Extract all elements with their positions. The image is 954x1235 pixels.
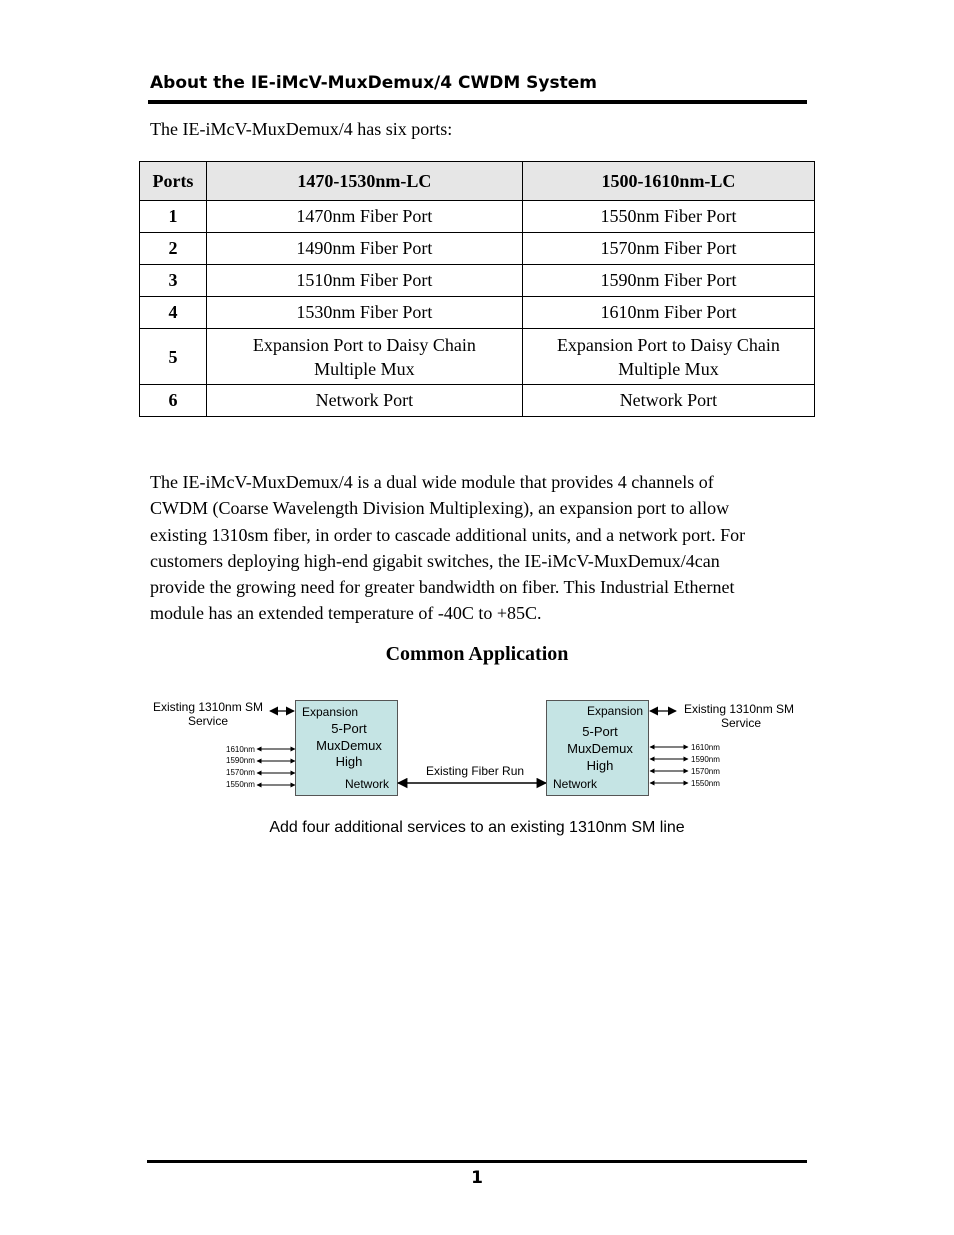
description-paragraph [150,469,810,627]
port-number: 5 [140,329,207,385]
right-wavelength-label: 1550nm [691,779,720,788]
port-cell-line: Multiple Mux [618,358,719,379]
port-number: 3 [140,265,207,297]
paragraph-line: customers deploying high-end gigabit switches, the IE-iMcV-MuxDemux/4can [150,550,720,571]
port-cell: Network Port [206,385,522,417]
left-box-line3: High [335,754,363,769]
left-wavelength-label: 1570nm [226,768,255,777]
port-cell [522,329,814,385]
left-service-label-line1: Existing 1310nm SM [152,700,264,714]
table-row [140,297,815,329]
page-number: 1 [471,1168,483,1188]
table-row [140,201,815,233]
left-box-expansion-label: Expansion [302,705,359,719]
right-box-network-label: Network [553,777,598,791]
right-service-label-line2: Service [720,716,762,730]
application-diagram [140,690,810,810]
table-row [140,233,815,265]
left-service-label-line2: Service [187,714,229,728]
port-cell-line: Expansion Port to Daisy Chain [252,334,476,355]
port-cell: 1490nm Fiber Port [206,233,522,265]
right-box-line2: MuxDemux [567,741,633,756]
port-number: 1 [140,201,207,233]
section-title: Common Application [385,643,569,665]
header-ports: Ports [140,162,207,201]
footer-rule [147,1160,807,1163]
left-wavelength-label: 1610nm [226,745,255,754]
left-box-line2: MuxDemux [316,738,382,753]
fiber-run-label: Existing Fiber Run [426,764,525,778]
paragraph-line: module has an extended temperature of -40C to +85C. [150,603,542,624]
right-box-line1: 5-Port [582,724,618,739]
left-wavelength-label: 1550nm [226,780,255,789]
port-cell: 1530nm Fiber Port [206,297,522,329]
port-number: 6 [140,385,207,417]
paragraph-line: existing 1310sm fiber, in order to cascade additional units, and a network port. For [150,524,746,545]
port-cell: Network Port [522,385,814,417]
port-cell: 1550nm Fiber Port [522,201,814,233]
table-row [140,265,815,297]
port-cell: 1470nm Fiber Port [206,201,522,233]
port-cell: 1510nm Fiber Port [206,265,522,297]
right-wavelength-label: 1610nm [691,743,720,752]
page-header-title: About the IE-iMcV-MuxDemux/4 CWDM System [150,73,597,93]
ports-table [139,161,815,417]
table-row [140,329,815,385]
port-cell-line: Expansion Port to Daisy Chain [556,334,780,355]
table-header-row [140,162,815,201]
table-row [140,385,815,417]
paragraph-line: CWDM (Coarse Wavelength Division Multiplexing), an expansion port to allow [150,498,730,519]
paragraph-line: provide the growing need for greater bandwidth on fiber. This Industrial Ethernet [150,577,735,598]
header-1500-1610: 1500-1610nm-LC [522,162,814,201]
port-cell: 1590nm Fiber Port [522,265,814,297]
intro-text: The IE-iMcV-MuxDemux/4 has six ports: [150,119,453,139]
diagram-caption: Add four additional services to an existing 1310nm SM line [269,819,685,836]
port-cell: 1610nm Fiber Port [522,297,814,329]
port-cell [206,329,522,385]
right-box-line3: High [586,758,614,773]
right-box-expansion-label: Expansion [587,704,644,718]
left-box-line1: 5-Port [331,721,367,736]
port-number: 4 [140,297,207,329]
port-number: 2 [140,233,207,265]
left-wavelength-label: 1590nm [226,756,255,765]
header-1470-1530: 1470-1530nm-LC [206,162,522,201]
port-cell: 1570nm Fiber Port [522,233,814,265]
paragraph-line: The IE-iMcV-MuxDemux/4 is a dual wide module that provides 4 channels of [150,472,714,492]
right-wavelength-label: 1590nm [691,755,720,764]
port-cell-line: Multiple Mux [314,358,415,379]
left-box-network-label: Network [345,777,390,791]
header-rule [148,100,807,104]
right-wavelength-label: 1570nm [691,767,720,776]
right-service-label-line1: Existing 1310nm SM [683,702,795,716]
